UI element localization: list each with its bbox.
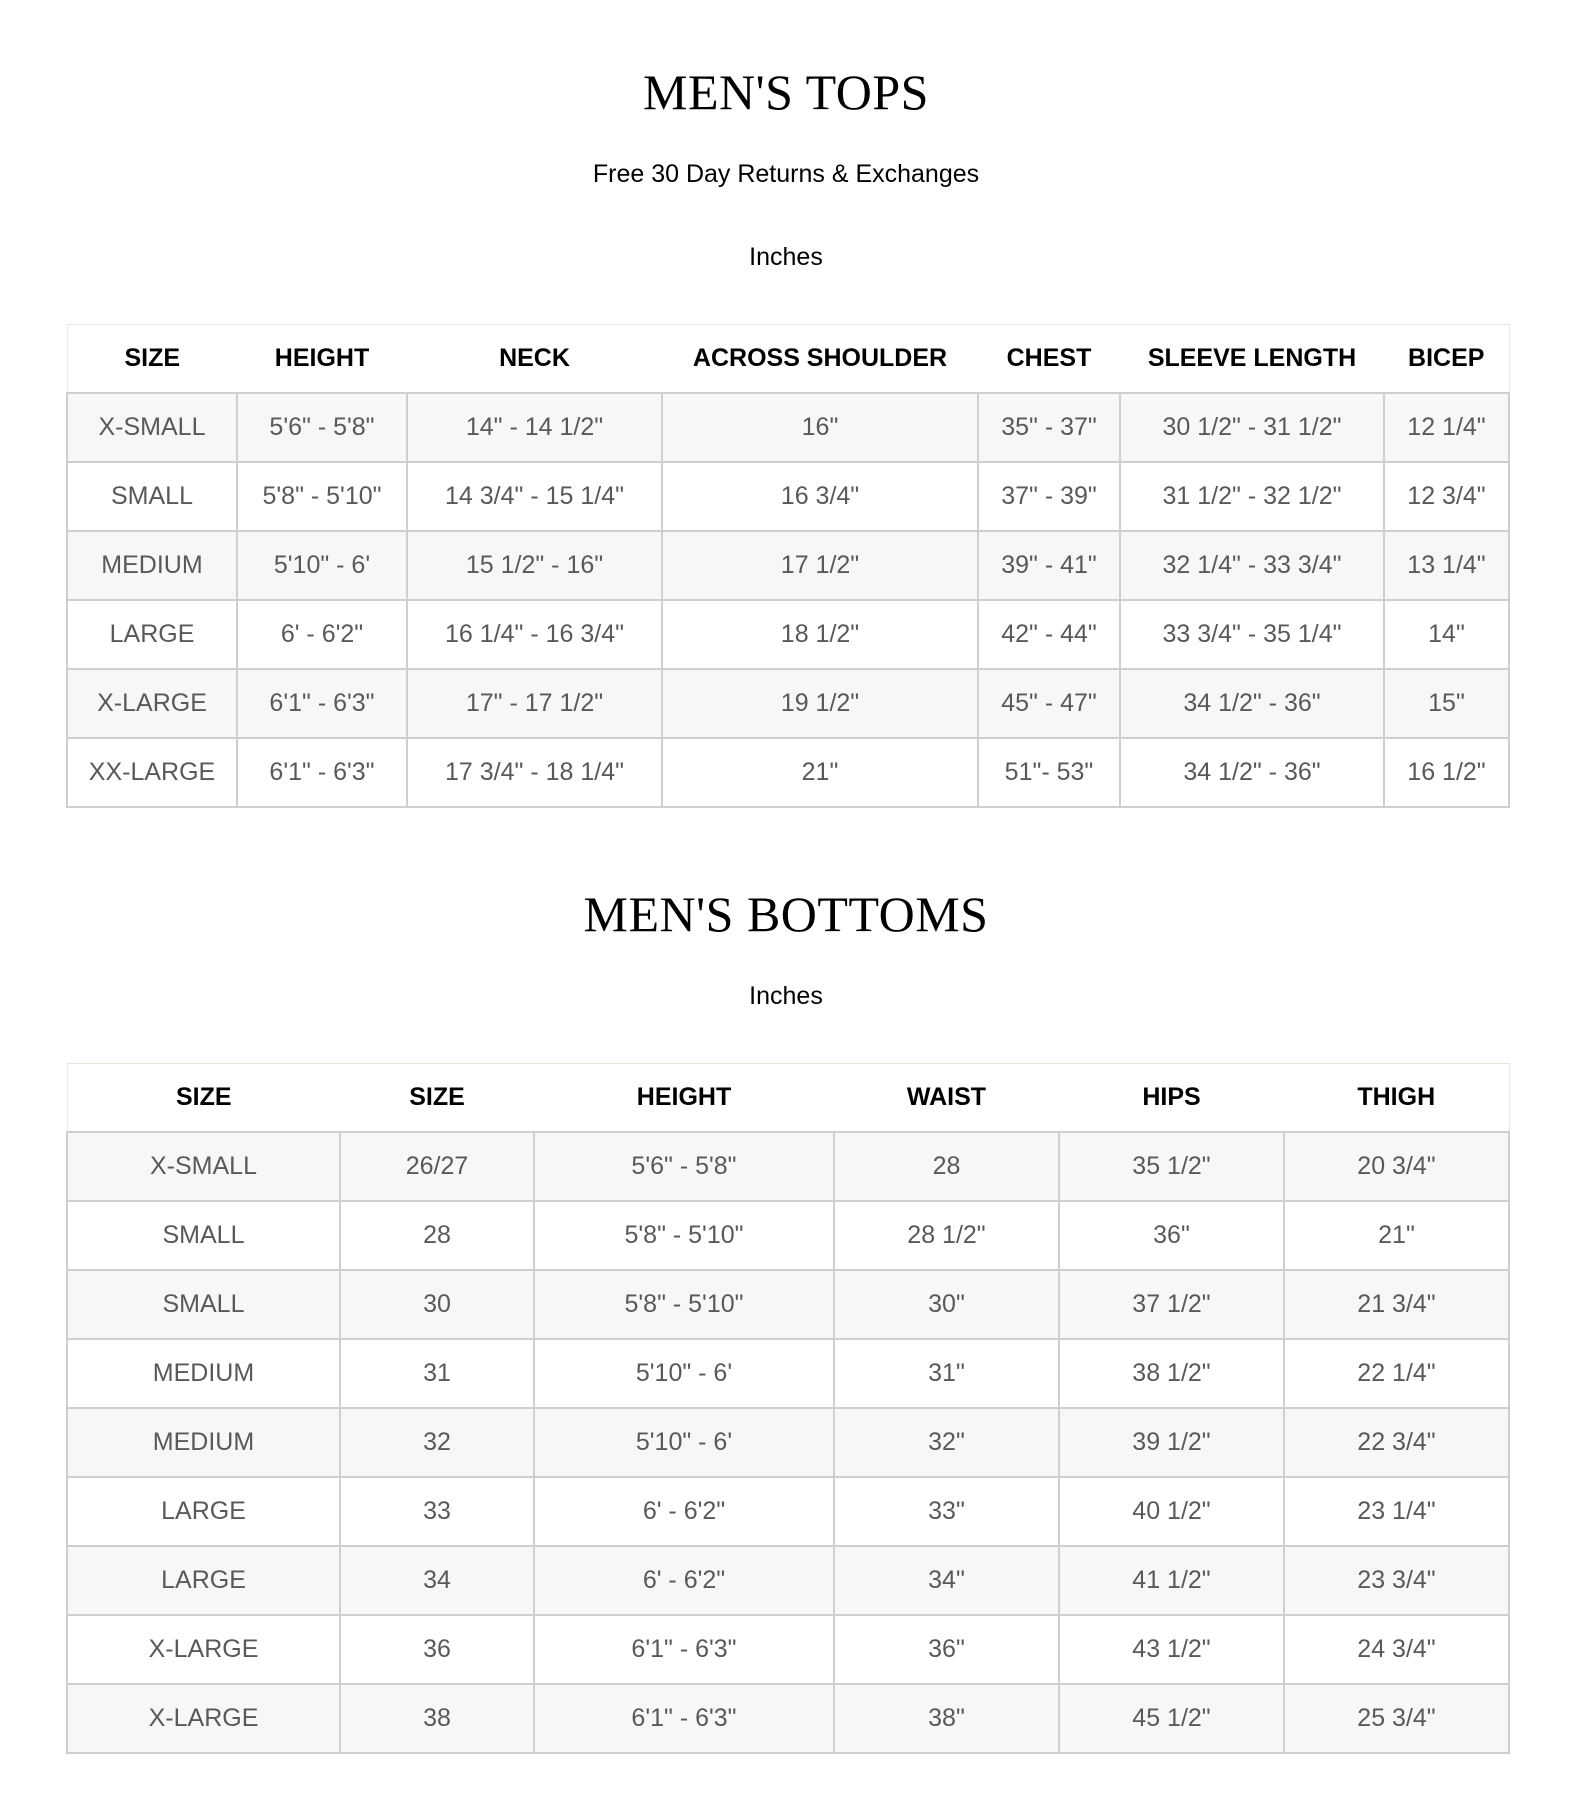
table-cell: 6'1" - 6'3" — [237, 738, 407, 807]
tops-unit-label: Inches — [749, 243, 823, 271]
table-cell: 31 1/2" - 32 1/2" — [1120, 462, 1384, 531]
table-cell: 19 1/2" — [662, 669, 978, 738]
tops-col-sleeve-length: SLEEVE LENGTH — [1120, 325, 1384, 394]
table-cell: X-SMALL — [67, 1132, 340, 1201]
bottoms-col-thigh: THIGH — [1284, 1064, 1509, 1133]
table-cell: 15 1/2" - 16" — [407, 531, 662, 600]
table-cell: 16 1/4" - 16 3/4" — [407, 600, 662, 669]
table-cell: X-SMALL — [67, 393, 237, 462]
table-row — [67, 1684, 1509, 1753]
tops-col-height: HEIGHT — [237, 325, 407, 394]
table-cell: 35 1/2" — [1059, 1132, 1284, 1201]
table-cell: 5'6" - 5'8" — [237, 393, 407, 462]
table-cell: 30 — [340, 1270, 534, 1339]
bottoms-col-size-number: SIZE — [340, 1064, 534, 1133]
table-cell: 14 3/4" - 15 1/4" — [407, 462, 662, 531]
table-cell: 39 1/2" — [1059, 1408, 1284, 1477]
bottoms-col-hips: HIPS — [1059, 1064, 1284, 1133]
table-row — [67, 1615, 1509, 1684]
table-cell: 24 3/4" — [1284, 1615, 1509, 1684]
table-cell: X-LARGE — [67, 669, 237, 738]
table-cell: 34 1/2" - 36" — [1120, 738, 1384, 807]
table-cell: 21" — [662, 738, 978, 807]
table-cell: 6'1" - 6'3" — [534, 1615, 834, 1684]
table-cell: X-LARGE — [67, 1615, 340, 1684]
table-cell: 28 — [340, 1201, 534, 1270]
table-cell: 17" - 17 1/2" — [407, 669, 662, 738]
table-cell: 34 — [340, 1546, 534, 1615]
table-cell: 51"- 53" — [978, 738, 1120, 807]
table-cell: 14" - 14 1/2" — [407, 393, 662, 462]
table-cell: MEDIUM — [67, 1408, 340, 1477]
bottoms-col-height: HEIGHT — [534, 1064, 834, 1133]
table-cell: 28 — [834, 1132, 1059, 1201]
table-cell: SMALL — [67, 1270, 340, 1339]
tops-col-bicep: BICEP — [1384, 325, 1509, 394]
table-cell: 41 1/2" — [1059, 1546, 1284, 1615]
table-cell: 21 3/4" — [1284, 1270, 1509, 1339]
tops-col-size: SIZE — [67, 325, 237, 394]
table-cell: SMALL — [67, 1201, 340, 1270]
tops-col-across-shoulder: ACROSS SHOULDER — [662, 325, 978, 394]
bottoms-title: MEN'S BOTTOMS — [583, 886, 989, 942]
table-cell: SMALL — [67, 462, 237, 531]
table-cell: 43 1/2" — [1059, 1615, 1284, 1684]
table-row — [67, 393, 1509, 462]
table-cell: 32" — [834, 1408, 1059, 1477]
table-cell: 12 3/4" — [1384, 462, 1509, 531]
table-cell: 6' - 6'2" — [237, 600, 407, 669]
bottoms-col-waist: WAIST — [834, 1064, 1059, 1133]
table-cell: 30 1/2" - 31 1/2" — [1120, 393, 1384, 462]
tops-header-row — [67, 325, 1509, 394]
table-cell: 6' - 6'2" — [534, 1546, 834, 1615]
table-cell: 31 — [340, 1339, 534, 1408]
table-cell: 6'1" - 6'3" — [237, 669, 407, 738]
bottoms-col-size-label: SIZE — [67, 1064, 340, 1133]
table-cell: 37" - 39" — [978, 462, 1120, 531]
table-cell: 38 1/2" — [1059, 1339, 1284, 1408]
table-cell: 14" — [1384, 600, 1509, 669]
table-cell: 25 3/4" — [1284, 1684, 1509, 1753]
table-cell: 5'10" - 6' — [534, 1339, 834, 1408]
table-row — [67, 600, 1509, 669]
table-cell: 34 1/2" - 36" — [1120, 669, 1384, 738]
table-row — [67, 1408, 1509, 1477]
table-cell: 20 3/4" — [1284, 1132, 1509, 1201]
table-cell: 21" — [1284, 1201, 1509, 1270]
table-cell: 33" — [834, 1477, 1059, 1546]
table-cell: 12 1/4" — [1384, 393, 1509, 462]
returns-note: Free 30 Day Returns & Exchanges — [592, 160, 980, 188]
table-cell: 32 — [340, 1408, 534, 1477]
table-cell: 22 3/4" — [1284, 1408, 1509, 1477]
table-cell: LARGE — [67, 1546, 340, 1615]
table-row — [67, 738, 1509, 807]
table-row — [67, 669, 1509, 738]
table-row — [67, 1339, 1509, 1408]
table-cell: 36" — [1059, 1201, 1284, 1270]
tops-size-table — [66, 324, 1510, 808]
table-cell: 36 — [340, 1615, 534, 1684]
table-cell: XX-LARGE — [67, 738, 237, 807]
table-cell: 5'10" - 6' — [534, 1408, 834, 1477]
table-cell: 17 3/4" - 18 1/4" — [407, 738, 662, 807]
table-cell: 16 1/2" — [1384, 738, 1509, 807]
table-cell: 5'8" - 5'10" — [534, 1201, 834, 1270]
table-cell: MEDIUM — [67, 1339, 340, 1408]
table-cell: 42" - 44" — [978, 600, 1120, 669]
table-cell: 13 1/4" — [1384, 531, 1509, 600]
table-cell: 45 1/2" — [1059, 1684, 1284, 1753]
table-cell: 38 — [340, 1684, 534, 1753]
table-cell: 5'8" - 5'10" — [237, 462, 407, 531]
table-row — [67, 1132, 1509, 1201]
table-cell: LARGE — [67, 600, 237, 669]
table-cell: LARGE — [67, 1477, 340, 1546]
table-cell: MEDIUM — [67, 531, 237, 600]
table-cell: 31" — [834, 1339, 1059, 1408]
table-cell: 33 3/4" - 35 1/4" — [1120, 600, 1384, 669]
bottoms-header-row — [67, 1064, 1509, 1133]
table-cell: 18 1/2" — [662, 600, 978, 669]
table-cell: 26/27 — [340, 1132, 534, 1201]
table-cell: 5'6" - 5'8" — [534, 1132, 834, 1201]
table-row — [67, 1546, 1509, 1615]
table-cell: 45" - 47" — [978, 669, 1120, 738]
tops-col-neck: NECK — [407, 325, 662, 394]
table-cell: 28 1/2" — [834, 1201, 1059, 1270]
table-cell: 17 1/2" — [662, 531, 978, 600]
table-cell: X-LARGE — [67, 1684, 340, 1753]
table-row — [67, 1477, 1509, 1546]
table-cell: 22 1/4" — [1284, 1339, 1509, 1408]
table-cell: 5'8" - 5'10" — [534, 1270, 834, 1339]
table-cell: 15" — [1384, 669, 1509, 738]
table-cell: 23 3/4" — [1284, 1546, 1509, 1615]
table-cell: 40 1/2" — [1059, 1477, 1284, 1546]
table-row — [67, 531, 1509, 600]
table-cell: 33 — [340, 1477, 534, 1546]
table-cell: 5'10" - 6' — [237, 531, 407, 600]
table-cell: 34" — [834, 1546, 1059, 1615]
table-cell: 30" — [834, 1270, 1059, 1339]
tops-col-chest: CHEST — [978, 325, 1120, 394]
table-cell: 36" — [834, 1615, 1059, 1684]
table-cell: 23 1/4" — [1284, 1477, 1509, 1546]
table-cell: 37 1/2" — [1059, 1270, 1284, 1339]
table-cell: 32 1/4" - 33 3/4" — [1120, 531, 1384, 600]
table-cell: 35" - 37" — [978, 393, 1120, 462]
table-cell: 16 3/4" — [662, 462, 978, 531]
table-row — [67, 1201, 1509, 1270]
table-cell: 39" - 41" — [978, 531, 1120, 600]
table-cell: 16" — [662, 393, 978, 462]
tops-title: MEN'S TOPS — [643, 64, 929, 120]
table-row — [67, 462, 1509, 531]
table-cell: 38" — [834, 1684, 1059, 1753]
table-cell: 6'1" - 6'3" — [534, 1684, 834, 1753]
table-cell: 6' - 6'2" — [534, 1477, 834, 1546]
table-row — [67, 1270, 1509, 1339]
bottoms-unit-label: Inches — [749, 982, 823, 1010]
bottoms-size-table — [66, 1063, 1510, 1754]
